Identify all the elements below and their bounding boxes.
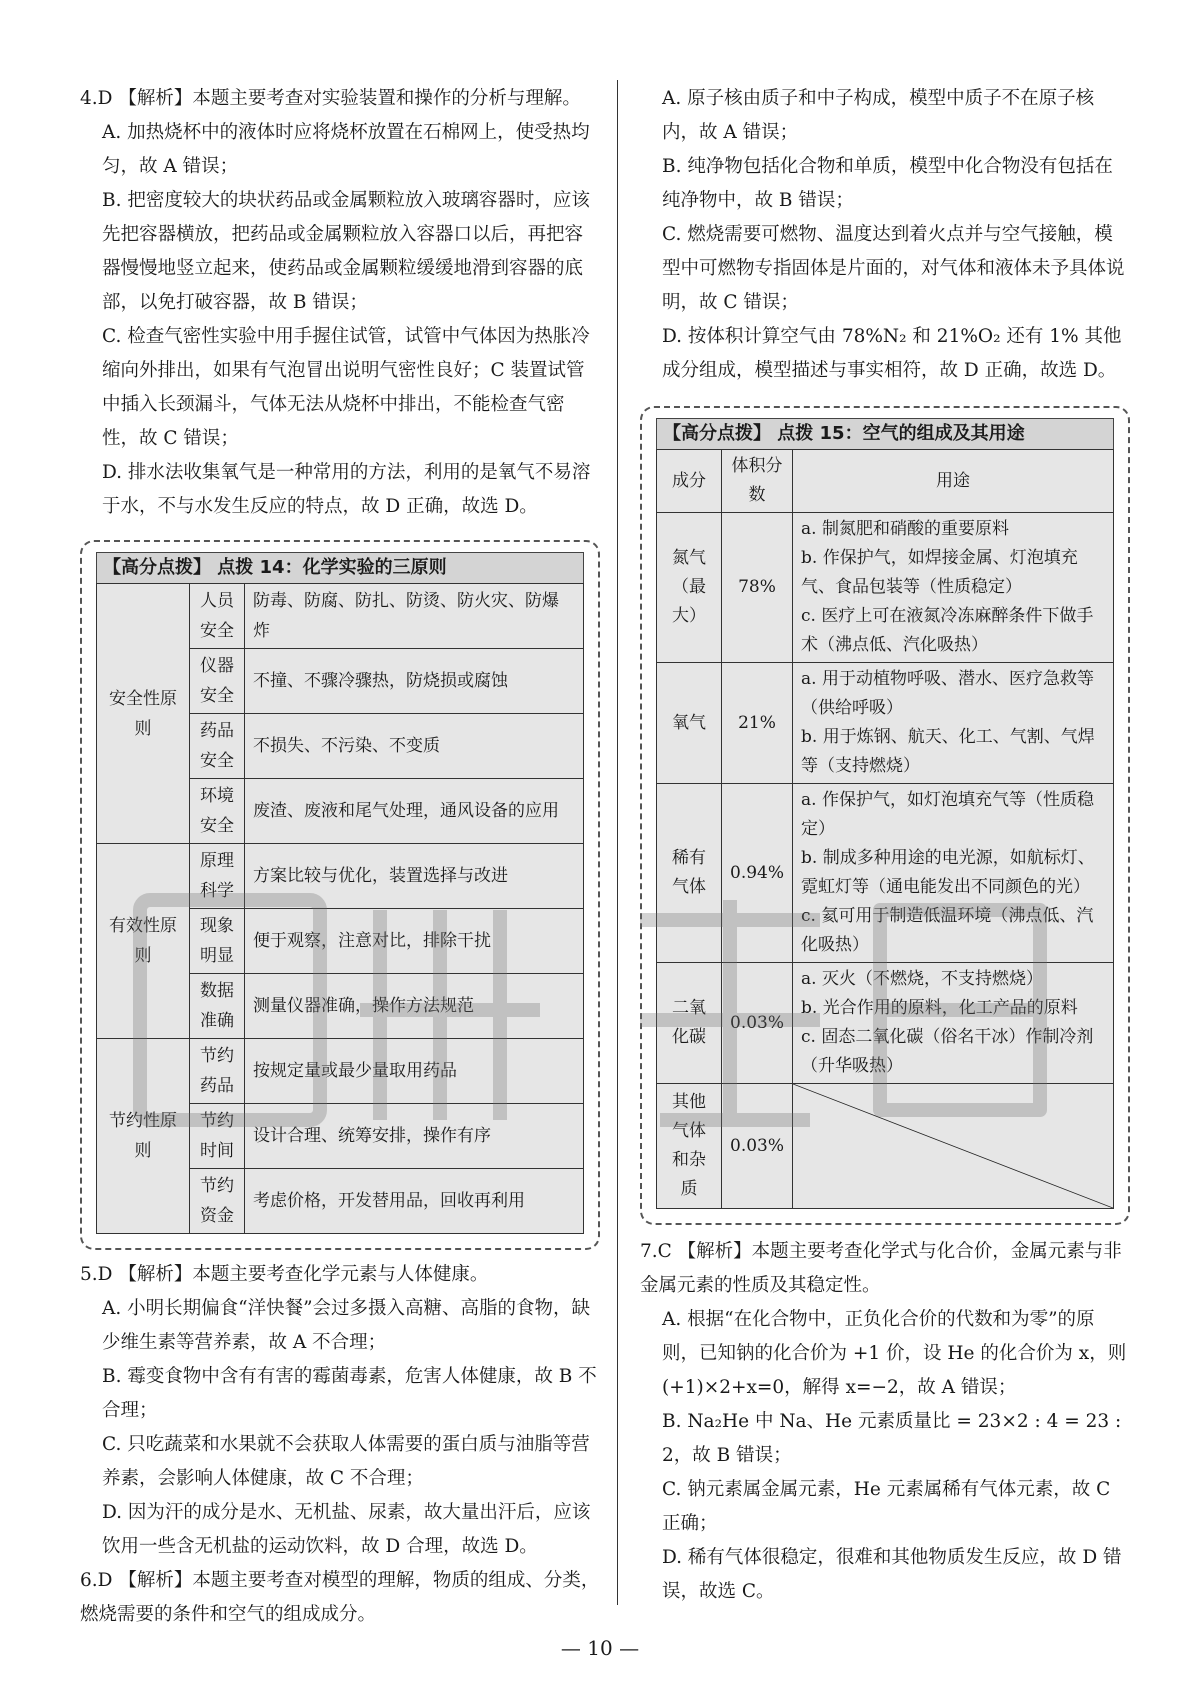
q4-head: 4.D 【解析】本题主要考查对实验装置和操作的分析与理解。 <box>80 88 581 109</box>
row-key: 节约资金 <box>190 1169 245 1234</box>
header-volume: 体积分数 <box>722 450 793 513</box>
component-name: 氮气（最大） <box>657 513 722 663</box>
tip-box-15-title: 【高分点拨】 点拨 15：空气的组成及其用途 <box>656 418 1114 449</box>
row-value: 设计合理、统筹安排，操作有序 <box>245 1104 584 1169</box>
q5-option-a: A. 小明长期偏食“洋快餐”会过多摄入高糖、高脂的食物，缺少维生素等营养素，故 A 不合理； <box>102 1298 591 1353</box>
component-pct: 21% <box>722 663 793 784</box>
tip-box-14 <box>80 540 600 1250</box>
use-item: c. 固态二氧化碳（俗名干冰）作制冷剂（升华吸热） <box>801 1027 1094 1076</box>
q6-option-d: D. 按体积计算空气由 78%N₂ 和 21%O₂ 还有 1% 其他成分组成，模型描述与事实相符，故 D 正确，故选 D。 <box>662 326 1122 381</box>
q5-option-d: D. 因为汗的成分是水、无机盐、尿素，故大量出汗后，应该饮用一些含无机盐的运动饮料，故 D 合理，故选 D。 <box>102 1502 591 1557</box>
diagonal-line <box>793 1084 1113 1208</box>
table-row <box>657 1084 1114 1209</box>
row-value: 防毒、防腐、防扎、防烫、防火灾、防爆炸 <box>245 584 584 649</box>
group-name: 有效性原则 <box>97 844 190 1039</box>
component-uses <box>793 663 1114 784</box>
q6-option-b: B. 纯净物包括化合物和单质，模型中化合物没有包括在纯净物中，故 B 错误； <box>662 156 1113 211</box>
row-value: 便于观察，注意对比，排除干扰 <box>245 909 584 974</box>
lab-principles-table <box>96 583 584 1234</box>
component-name: 其他气体和杂质 <box>657 1084 722 1209</box>
component-name: 氧气 <box>657 663 722 784</box>
table-row <box>657 963 1114 1084</box>
tip-box-15 <box>640 406 1130 1225</box>
use-item: b. 作保护气，如焊接金属、灯泡填充气、食品包装等（性质稳定） <box>801 548 1078 597</box>
row-value: 按规定量或最少量取用药品 <box>245 1039 584 1104</box>
q4-option-d: D. 排水法收集氧气是一种常用的方法，利用的是氧气不易溶于水，不与水发生反应的特点，故 D 正确，故选 D。 <box>102 462 591 517</box>
air-composition-table <box>656 449 1114 1209</box>
q4-option-b: B. 把密度较大的块状药品或金属颗粒放入玻璃容器时，应该先把容器横放，把药品或金属颗粒放入容器口以后，再把容器慢慢地竖立起来，使药品或金属颗粒缓缓地滑到容器的底部，以免打破容器，故 B 错误； <box>102 190 590 313</box>
use-item: c. 氦可用于制造低温环境（沸点低、汽化吸热） <box>801 906 1094 955</box>
component-uses <box>793 963 1114 1084</box>
group-name: 安全性原则 <box>97 584 190 844</box>
tip-box-14-title: 【高分点拨】 点拨 14：化学实验的三原则 <box>96 552 584 583</box>
row-value: 考虑价格，开发替用品，回收再利用 <box>245 1169 584 1234</box>
header-component: 成分 <box>657 450 722 513</box>
q7-head: 7.C 【解析】本题主要考查化学式与化合价，金属元素与非金属元素的性质及其稳定性。 <box>640 1241 1122 1296</box>
component-uses <box>793 784 1114 963</box>
q6-option-c: C. 燃烧需要可燃物、温度达到着火点并与空气接触，模型中可燃物专指固体是片面的，对气体和液体未予具体说明，故 C 错误； <box>662 224 1125 313</box>
q7-option-c: C. 钠元素属金属元素，He 元素属稀有气体元素，故 C 正确； <box>662 1479 1111 1534</box>
component-pct: 0.03% <box>722 1084 793 1209</box>
use-item: b. 制成多种用途的电光源，如航标灯、霓虹灯等（通电能发出不同颜色的光） <box>801 848 1095 897</box>
row-value: 不撞、不骤冷骤热，防烧损或腐蚀 <box>245 649 584 714</box>
q4-option-a: A. 加热烧杯中的液体时应将烧杯放置在石棉网上，使受热均匀，故 A 错误； <box>102 122 590 177</box>
q4-option-c: C. 检查气密性实验中用手握住试管，试管中气体因为热胀冷缩向外排出，如果有气泡冒出说明气密性良好；C 装置试管中插入长颈漏斗，气体无法从烧杯中排出，不能检查气密性，故 C 错误； <box>102 326 590 449</box>
row-key: 节约药品 <box>190 1039 245 1104</box>
component-pct: 0.03% <box>722 963 793 1084</box>
use-item: a. 用于动植物呼吸、潜水、医疗急救等（供给呼吸） <box>801 669 1094 718</box>
use-item: b. 光合作用的原料，化工产品的原料 <box>801 998 1078 1018</box>
row-key: 人员安全 <box>190 584 245 649</box>
left-column <box>80 82 600 1632</box>
row-key: 环境安全 <box>190 779 245 844</box>
row-key: 节约时间 <box>190 1104 245 1169</box>
use-item: a. 作保护气，如灯泡填充气等（性质稳定） <box>801 790 1094 839</box>
q5-option-b: B. 霉变食物中含有有害的霉菌毒素，危害人体健康，故 B 不合理； <box>102 1366 597 1421</box>
right-column <box>640 82 1130 1609</box>
row-value: 不损失、不污染、不变质 <box>245 714 584 779</box>
table-row <box>657 513 1114 663</box>
group-name: 节约性原则 <box>97 1039 190 1234</box>
component-pct: 0.94% <box>722 784 793 963</box>
q7-option-d: D. 稀有气体很稳定，很难和其他物质发生反应，故 D 错误，故选 C。 <box>662 1547 1122 1602</box>
component-name: 稀有气体 <box>657 784 722 963</box>
q5-head: 5.D 【解析】本题主要考查化学元素与人体健康。 <box>80 1264 489 1285</box>
use-item: a. 灭火（不燃烧，不支持燃烧） <box>801 969 1043 989</box>
table-row <box>97 1039 584 1104</box>
component-name: 二氧化碳 <box>657 963 722 1084</box>
empty-uses-cell <box>793 1084 1114 1209</box>
row-key: 现象明显 <box>190 909 245 974</box>
table-row <box>657 784 1114 963</box>
row-key: 数据准确 <box>190 974 245 1039</box>
q5-option-c: C. 只吃蔬菜和水果就不会获取人体需要的蛋白质与油脂等营养素，会影响人体健康，故 C 不合理； <box>102 1434 590 1489</box>
table-row <box>657 663 1114 784</box>
use-item: a. 制氮肥和硝酸的重要原料 <box>801 519 1009 539</box>
q6-option-a: A. 原子核由质子和中子构成，模型中质子不在原子核内，故 A 错误； <box>662 88 1095 143</box>
header-uses: 用途 <box>793 450 1114 513</box>
row-value: 测量仪器准确，操作方法规范 <box>245 974 584 1039</box>
row-key: 仪器安全 <box>190 649 245 714</box>
q7-option-a: A. 根据“在化合物中，正负化合价的代数和为零”的原则，已知钠的化合价为 +1 价，设 He 的化合价为 x，则 (+1)×2+x=0，解得 x=−2，故 A 错误； <box>662 1309 1127 1398</box>
use-item: b. 用于炼钢、航天、化工、气割、气焊等（支持燃烧） <box>801 727 1095 776</box>
component-uses <box>793 513 1114 663</box>
use-item: c. 医疗上可在液氮冷冻麻醉条件下做手术（沸点低、汽化吸热） <box>801 606 1094 655</box>
page-number: — 10 — <box>560 1636 640 1660</box>
table-row <box>97 584 584 649</box>
table-row <box>97 844 584 909</box>
table-header-row <box>657 450 1114 513</box>
component-pct: 78% <box>722 513 793 663</box>
column-divider <box>617 80 618 1605</box>
q6-head: 6.D 【解析】本题主要考查对模型的理解，物质的组成、分类，燃烧需要的条件和空气的组成成分。 <box>80 1570 600 1625</box>
row-value: 废渣、废液和尾气处理，通风设备的应用 <box>245 779 584 844</box>
row-key: 原理科学 <box>190 844 245 909</box>
row-value: 方案比较与优化，装置选择与改进 <box>245 844 584 909</box>
row-key: 药品安全 <box>190 714 245 779</box>
q7-option-b: B. Na₂He 中 Na、He 元素质量比 = 23×2 : 4 = 23 : 2，故 B 错误； <box>662 1411 1122 1466</box>
